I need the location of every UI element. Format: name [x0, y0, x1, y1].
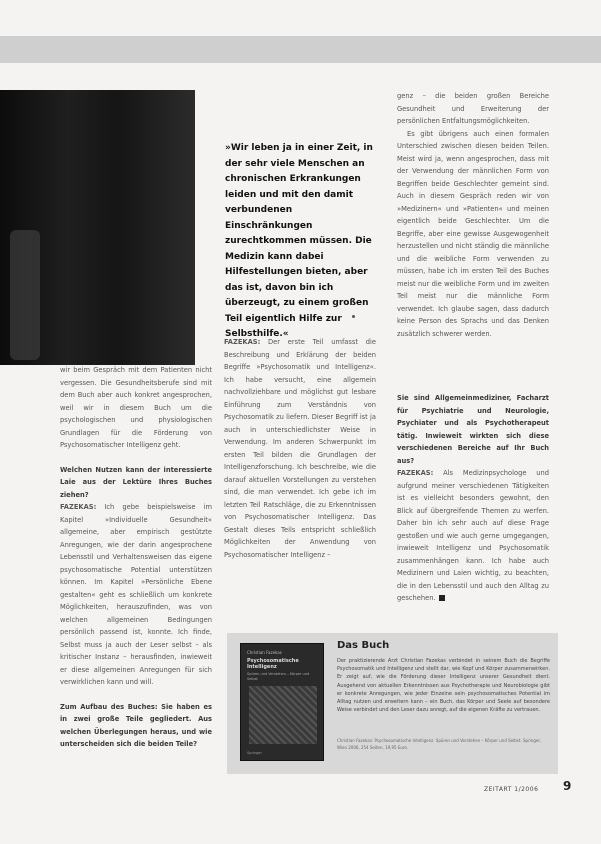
column-middle: [224, 336, 376, 561]
column-right: [397, 90, 549, 340]
photo-shadow: [10, 230, 40, 360]
header-band: [0, 36, 601, 63]
cover-author: Christian Fazekas: [247, 650, 282, 655]
cover-artwork: [249, 686, 317, 744]
question: Sie sind Allgemeinmediziner, Facharzt für Psychiatrie und Neurologie, Psychiater und als Psychotherapeut tätig. Inwieweit wirkten sich diese verschiedenen Bereiche auf Ihr Buch aus?: [397, 394, 549, 465]
book-info-box: [227, 633, 558, 774]
pull-quote: »Wir leben ja in einer Zeit, in der sehr viele Menschen an chronischen Erkrankungen leiden und mit den damit verbundenen Einschränkungen zurechtkommen müssen. Die Medizin kann dabei Hilfestellungen bieten, aber das ist, davon bin ich überzeugt, zu einem großen Teil eigentlich Hilfe zur Selbsthilfe.«: [225, 143, 373, 339]
question: Welchen Nutzen kann der interessierte Laie aus der Lektüre Ihres Buches ziehen?: [60, 465, 212, 499]
answer-text: Der erste Teil umfasst die Beschreibung und Erklärung der beiden Begriffe »Psychosomatik und Intelligenz«. Ich habe versucht, eine allgemein nachvollziehbare und möglichst gut lesbare Einführung zum Verständnis von Psychosomatik zu liefern. Dieser Begriff ist ja auch in unterschiedlichster Weise in Verwendung. Im anderen Schwerpunkt im ersten Teil bilden die Grundlagen der Intelligenzforschung. Ich beschreibe, wie die darauf aktuellen Vorstellungen zu verstehen sind, die man verwendet. Ich gebe ich im letzten Teil Ratschläge, die zu Erkenntnissen von Psychosomatischer Intelligenz. Das Gestalt dieses Teils entspricht schließlich Möglichkeiten der Anwendung von Psychosomatischer Intelligenz –: [224, 338, 376, 559]
cover-publisher: Springer: [247, 751, 262, 755]
book-cover-image: [240, 643, 324, 761]
book-heading: Das Buch: [337, 640, 390, 651]
answer-text: Als Medizinpsychologe und aufgrund meiner verschiedenen Tätigkeiten ist es vielleicht besonders gewohnt, den Blick auf übergreifende Themen zu werfen. Daher bin ich sehr auch auf diese Frage gestoßen und wie auch gerne umgegangen, inwieweit Intelligenz und Psychosomatik zusammenhängen kann. Ich habe auch Medizinern und Laien wichtig, zu beachten, die in den Lebensstil und auch den Alltag zu geschehen.: [397, 469, 549, 602]
page-number: 9: [563, 779, 572, 793]
end-of-article-mark: [439, 595, 445, 601]
answer: [224, 336, 376, 561]
speaker-label: FAZEKAS:: [60, 503, 97, 511]
speaker-label: FAZEKAS:: [397, 469, 434, 477]
portrait-photo: [0, 90, 195, 365]
answer: [397, 467, 549, 605]
paragraph: Es gibt übrigens auch einen formalen Unterschied zwischen diesen beiden Teilen. Meist wird ja, wenn angesprochen, dass mit der Verwendung der männlichen Form von Begriffen beide Geschlechter gemeint sind. Auch in diesem Gespräch reden wir von »Medizinern« und »Patienten« und meinen eigentlich beide Geschlechter. Um die Begriffe, aber eine gewisse Ausgewogenheit herzustellen und nicht ständig die männliche und die weibliche Form verwenden zu müssen, habe ich im ersten Teil des Buches meist nur die weibliche Form und im zweiten Teil meist nur die männliche Form verwendet. Ich glaube sagen, dass dadurch keine Person des Sprachs und das Denken zusätzlich schwerer werden.: [397, 129, 549, 338]
paragraph: wir beim Gespräch mit dem Patienten nicht vergessen. Die Gesundheitsberufe sind mit dem Buch aber auch konkret angesprochen, weil wir in diesem Buch um die psychologischen und physiologischen Grundlagen für die Förderung von Psychosomatischer Intelligenz geht.: [60, 366, 212, 449]
book-description: Der praktizierende Arzt Christian Fazekas verbindet in seinem Buch die Begriffe Psychosomatik und Intelligenz und stellt dar, wie Kopf und Körper zusammenwirken. Er zeigt auf, wie die Förderung dieser Intelligenz unserer Gesundheit dient. Ausgehend von aktuellen Erkenntnissen aus Psychotherapie und Neurobiologie gibt er konkrete Anregungen, wie jeder Einzelne sein psychosomatisches Potential im Alltag nutzen und erweitern kann – ein Buch, das Körper und Seele auf besondere Weise verbindet und den Leser dazu anregt, auf die eigenen Kräfte zu vertrauen.: [337, 658, 550, 714]
cover-title: Psychosomatische Intelligenz: [247, 658, 299, 670]
question: Zum Aufbau des Buches: Sie haben es in zwei große Teile gegliedert. Aus welchen Überlegungen heraus, und wie unterscheiden sich die beiden Teile?: [60, 702, 212, 748]
magazine-issue: ZEITART 1/2006: [484, 786, 539, 793]
cover-subtitle: Spüren und Verstehen – Körper und Selbst: [247, 672, 310, 681]
column-right-lower: [397, 392, 549, 605]
column-left: [60, 364, 212, 751]
quote-dot: [352, 315, 355, 318]
speaker-label: FAZEKAS:: [224, 338, 261, 346]
paragraph: genz – die beiden großen Bereiche Gesundheit und Erweiterung der persönlichen Entfaltungsmöglichkeiten.: [397, 92, 549, 125]
answer: [60, 501, 212, 689]
book-reference: Christian Fazekas: Psychosomatische Intelligenz. Spüren und Verstehen – Körper und Selbst. Springer, Wien 2006, 254 Seiten, 19,95 Euro.: [337, 738, 542, 750]
answer-text: Ich gebe beispielsweise im Kapitel »Individuelle Gesundheit« allgemeine, aber empirisch gestützte Anregungen, wie der darin angesprochene Lebensstil und Verhaltensweisen das eigene psychosomatische Potential unterstützen können. Im Kapitel »Persönliche Ebene gestalten« geht es schließlich um konkrete Möglichkeiten, herauszufinden, was von welchen allgemeinen Bedingungen persönlich passend ist, konnte. Ich finde, Selbst muss ja auch der Leser selbst – als kritischer Instanz – herausfinden, inwieweit er diese allgemeinen Anregungen für sich verwirklichen kann und will.: [60, 503, 212, 686]
